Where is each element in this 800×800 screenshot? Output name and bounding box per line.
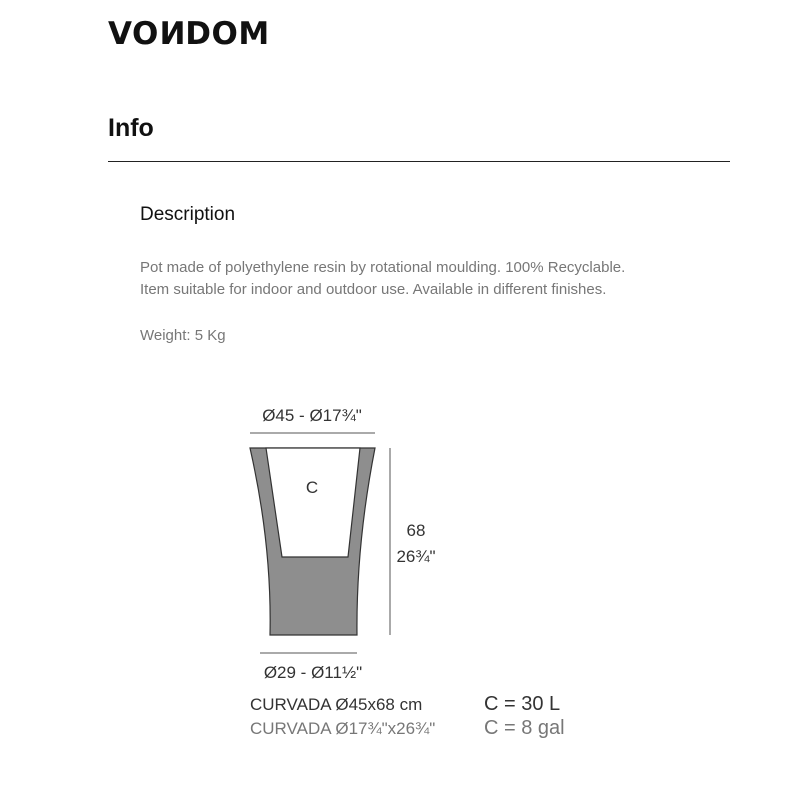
pot-interior-shape [266,448,360,557]
title-divider [108,161,730,162]
height-in-label: 26¾" [396,547,436,566]
imperial-capacity: C = 8 gal [484,717,565,739]
page-title: Info [108,114,154,142]
metric-model-name: CURVADA Ø45x68 cm [250,695,423,714]
bottom-diameter-label: Ø29 - Ø11½" [263,663,363,682]
logo-prefix: VO [108,16,159,52]
description-line-2: Item suitable for indoor and outdoor use. Available in different finishes. [140,281,607,298]
imperial-model-name: CURVADA Ø17¾"x26¾" [250,719,436,738]
logo-flipped-letter: N [158,16,186,52]
pot-dimension-diagram [200,395,460,685]
top-diameter-label: Ø45 - Ø17¾" [262,406,362,425]
capacity-symbol: C [305,478,319,497]
description-line-1: Pot made of polyethylene resin by rotational moulding. 100% Recyclable. [140,259,626,276]
description-text [140,257,625,301]
weight-text: Weight: 5 Kg [140,327,226,344]
description-heading: Description [140,204,236,225]
logo-suffix: DOM [185,16,270,52]
height-cm-label: 68 [406,521,426,540]
brand-logo[interactable] [108,16,270,52]
metric-capacity: C = 30 L [484,693,561,715]
